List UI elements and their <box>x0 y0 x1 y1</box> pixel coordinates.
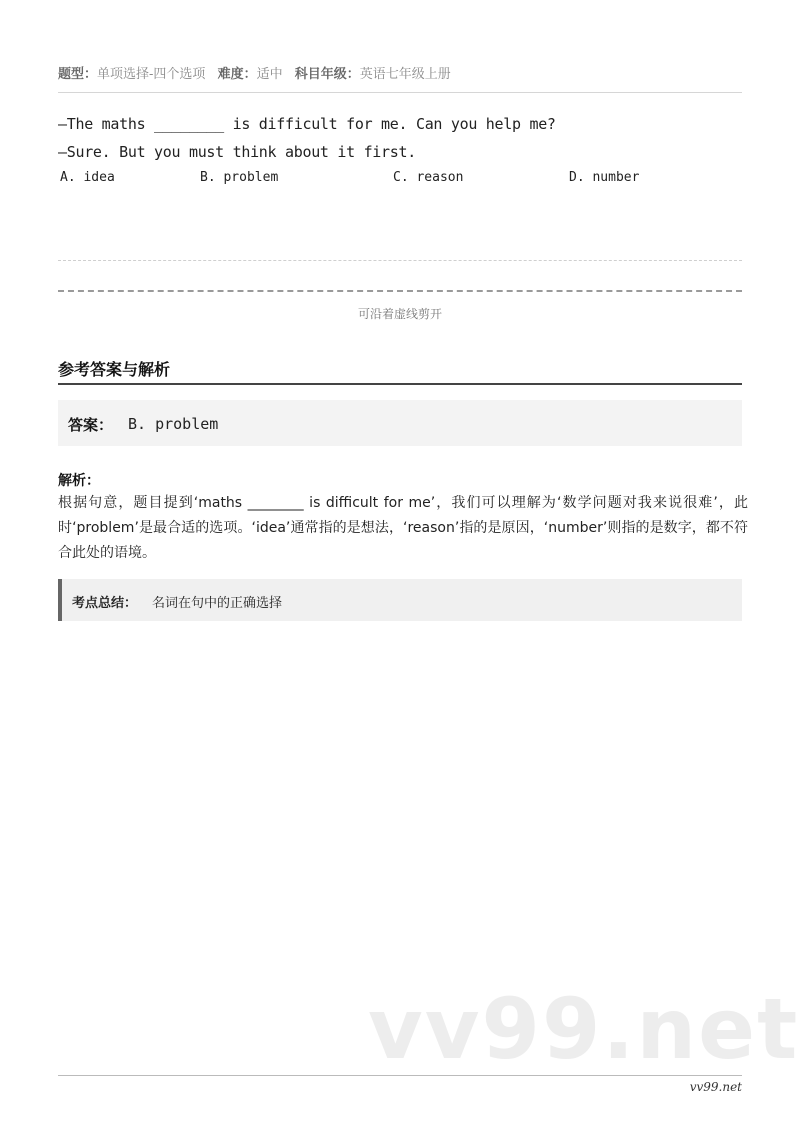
cut-hint: 可沿着虚线剪开 <box>357 307 442 321</box>
grade-value: 英语七年级上册 <box>359 67 451 82</box>
difficulty-value: 适中 <box>256 67 283 82</box>
option-b: B. problem <box>200 170 279 185</box>
option-c: C. reason <box>393 170 464 185</box>
footer-divider <box>58 1075 742 1076</box>
option-d: D. number <box>569 170 640 185</box>
question-line-1: —The maths ________ is difficult for me. Can you help me? <box>58 115 556 133</box>
analysis-label: 解析： <box>58 473 100 489</box>
watermark: vv99.net <box>368 980 800 1078</box>
section-title: 参考答案与解析 <box>58 360 171 379</box>
answer-box <box>58 400 742 446</box>
section-divider <box>58 383 742 385</box>
analysis-text: 根据句意，题目提到‘maths ________ is difficult for me’，我们可以理解为‘数学问题对我来说很难’，此时‘problem’是最合适的选项。‘idea’通常指的是想法，‘reason’指的是原因，‘number’则指的是数字，都不符合此处的语境。 <box>58 495 748 561</box>
answer-value: B. problem <box>128 415 219 433</box>
cut-line <box>58 290 742 292</box>
answer-label: 答案： <box>68 416 114 434</box>
key-point-box <box>58 579 742 621</box>
key-point-value: 名词在句中的正确选择 <box>152 596 283 611</box>
key-point-label: 考点总结： <box>72 596 138 611</box>
dashed-divider-light <box>58 260 742 261</box>
option-a: A. idea <box>60 170 115 185</box>
top-divider <box>58 92 742 93</box>
question-meta <box>58 63 451 82</box>
type-value: 单项选择-四个选项 <box>97 67 206 82</box>
type-label: 题型： <box>58 67 98 82</box>
difficulty-label: 难度： <box>217 67 257 82</box>
question-line-2: —Sure. But you must think about it first. <box>58 143 416 161</box>
grade-label: 科目年级： <box>294 67 360 82</box>
footer-site: vv99.net <box>689 1080 742 1094</box>
